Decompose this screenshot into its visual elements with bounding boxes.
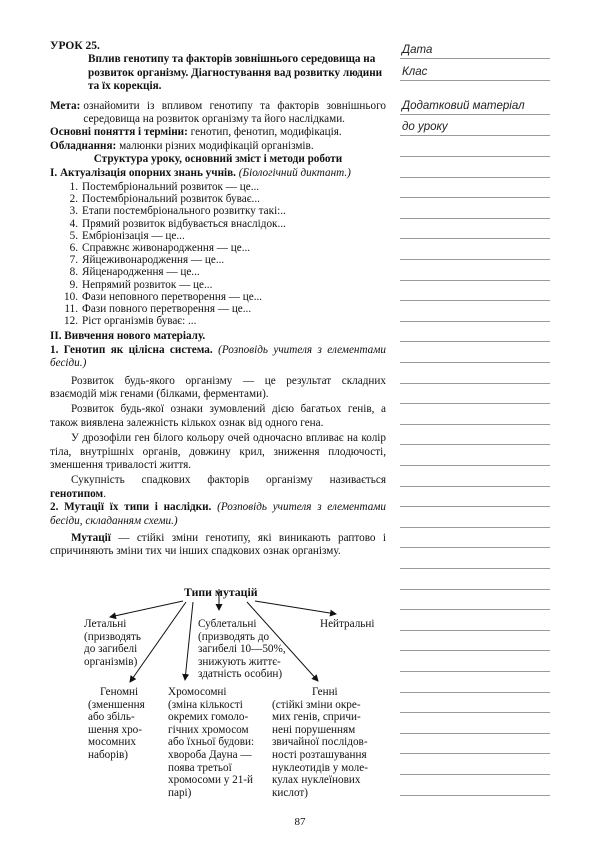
list-item: 9. Непрямий розвиток — це... [69, 278, 213, 291]
concepts-row [50, 126, 386, 139]
paragraph: Розвиток будь-якої ознаки зумовлений дією багатьох генів, а також виявлена залежність кількох ознак від одного гена. [50, 403, 386, 429]
equipment-label: Обладнання: [50, 139, 117, 152]
ruled-line [400, 383, 550, 384]
genotype-term: генотипом [50, 487, 104, 500]
list-item: 12. Ріст організмів буває: ... [64, 315, 197, 328]
date-label: Дата [402, 44, 433, 56]
lesson-number: УРОК 25. [50, 40, 100, 52]
ruled-line [400, 589, 550, 590]
section1-heading [50, 167, 386, 180]
list-item: 7. Яйцеживонародження — це... [69, 254, 225, 267]
section2-title: II. Вивчення нового матеріалу. [50, 330, 206, 343]
ruled-line [400, 362, 550, 363]
diagram-root: Типи мутацій [184, 585, 258, 599]
ruled-line [400, 403, 550, 404]
ruled-line [400, 177, 550, 178]
node-gene: Генні (стійкі зміни окре- мих генів, спричи- нені порушенням звичайної послідов- ності розташування нуклеотидів у моле- кулах нуклеїнових кислот) [272, 686, 368, 799]
ruled-line [400, 80, 550, 81]
sub2-title: 2. Мутації їх типи і наслідки. [50, 501, 212, 514]
list-item: 3. Етапи постембріонального розвитку такі:.. [69, 205, 286, 218]
node-neutral: Нейтральні [320, 618, 375, 630]
lesson-topic: Вплив генотипу та факторів зовнішнього середовища на розвиток організму. Діагностування вад розвитку людини та їх корекція. [88, 53, 383, 93]
ruled-line [400, 238, 550, 239]
node-sublethal: Сублетальні (призводять до загибелі 10—50%, знижують життє- здатність особин) [198, 618, 286, 681]
ruled-line [400, 259, 550, 260]
goal-text: ознайомити із впливом генотипу та факторів зовнішнього середовища на розвиток організму та його наслідками. [83, 99, 386, 126]
sub1-heading [50, 344, 386, 371]
node-genomic: Геномні (зменшення або збіль- шення хро- мосомних наборів) [88, 686, 145, 761]
ruled-line [400, 444, 550, 445]
mutation-definition: Мутації — стійкі зміни генотипу, які виникають раптово і спричиняють зміни тих чи інших спадкових ознак організму. [50, 532, 386, 558]
list-item: 4. Прямий розвиток відбувається внаслідок... [69, 217, 286, 230]
ruled-line [400, 650, 550, 651]
list-item: 1. Постембріональний розвиток — це... [69, 181, 260, 194]
sub1-title: 1. Генотип як цілісна система. [50, 343, 213, 356]
ruled-line [400, 341, 550, 342]
structure-title: Структура уроку, основний зміст і методи роботи [93, 153, 343, 166]
list-item: 6. Справжнє живонародження — це... [69, 242, 251, 254]
ruled-line [400, 465, 550, 466]
class-label: Клас [402, 66, 428, 78]
ruled-line [400, 218, 550, 219]
ruled-line [400, 609, 550, 610]
ruled-line [400, 774, 550, 775]
ruled-line [400, 135, 550, 136]
concepts-label: Основні поняття і терміни: [50, 126, 188, 139]
ruled-line [400, 712, 550, 713]
node-lethal: Летальні (призводять до загибелі організмів) [84, 618, 142, 668]
equipment-row [50, 140, 386, 153]
ruled-line [400, 280, 550, 281]
section1-note: (Біологічний диктант.) [238, 166, 351, 179]
ruled-line [400, 114, 550, 115]
arrow-chromosomal [185, 602, 193, 680]
sub2-heading [50, 501, 386, 528]
page-number: 87 [294, 816, 306, 828]
goal-label: Мета: [50, 99, 81, 112]
ruled-line [400, 156, 550, 157]
list-item: 11. Фази повного перетворення — це... [64, 302, 252, 315]
concepts-text: генотип, фенотип, модифікація. [190, 126, 342, 139]
mutation-types-diagram [50, 584, 386, 806]
ruled-line [400, 795, 550, 796]
ruled-line [400, 424, 550, 425]
ruled-line [400, 568, 550, 569]
paragraph: У дрозофіли ген білого кольору очей одночасно впливає на колір тіла, внутрішніх органів, довжину крил, зниження плодючості, зменшення тривалості життя. [50, 432, 386, 471]
ruled-line [400, 58, 550, 59]
ruled-line [400, 547, 550, 548]
section1-title: I. Актуалізація опорних знань учнів. [50, 166, 236, 179]
list-item: 10. Фази неповного перетворення — це... [64, 290, 263, 303]
ruled-line [400, 527, 550, 528]
goal-row [50, 100, 386, 127]
extra-material-label-2: до уроку [402, 121, 448, 133]
paragraph: Розвиток будь-якого організму — це результат складних взаємодій між генами (білками, ферментами). [50, 374, 386, 400]
mutation-term: Мутації [71, 532, 111, 544]
sub1-note: (Розповідь учителя з елементами бесіди.) [50, 343, 387, 370]
node-chromosomal: Хромосомні (зміна кількості окремих гомоло- гічних хромосом або їхньої будови: хвороба Дауна — поява третьої хромосоми у 21-й парі) [168, 686, 255, 799]
ruled-line [400, 692, 550, 693]
ruled-line [400, 753, 550, 754]
ruled-line [400, 300, 550, 301]
ruled-line [400, 671, 550, 672]
ruled-line [400, 321, 550, 322]
list-item: 5. Ембріонізація — це... [69, 229, 185, 242]
extra-material-label: Додатковий матеріал [402, 100, 525, 112]
paragraph: Сукупність спадкових факторів організму називається генотипом. [50, 474, 386, 500]
arrow-lethal [110, 601, 183, 617]
list-item: 8. Яйценародження — це... [69, 266, 200, 279]
ruled-line [400, 486, 550, 487]
equipment-text: малюнки різних модифікацій організмів. [119, 139, 314, 152]
ruled-line [400, 630, 550, 631]
ruled-line [400, 733, 550, 734]
dictation-list [50, 181, 386, 327]
arrow-neutral [255, 601, 336, 614]
sub2-note: (Розповідь учителя з елементами бесіди, складанням схеми.) [50, 501, 387, 527]
list-item: 2. Постембріональний розвиток буває... [69, 193, 260, 206]
ruled-line [400, 506, 550, 507]
main-content [50, 40, 386, 559]
ruled-line [400, 197, 550, 198]
